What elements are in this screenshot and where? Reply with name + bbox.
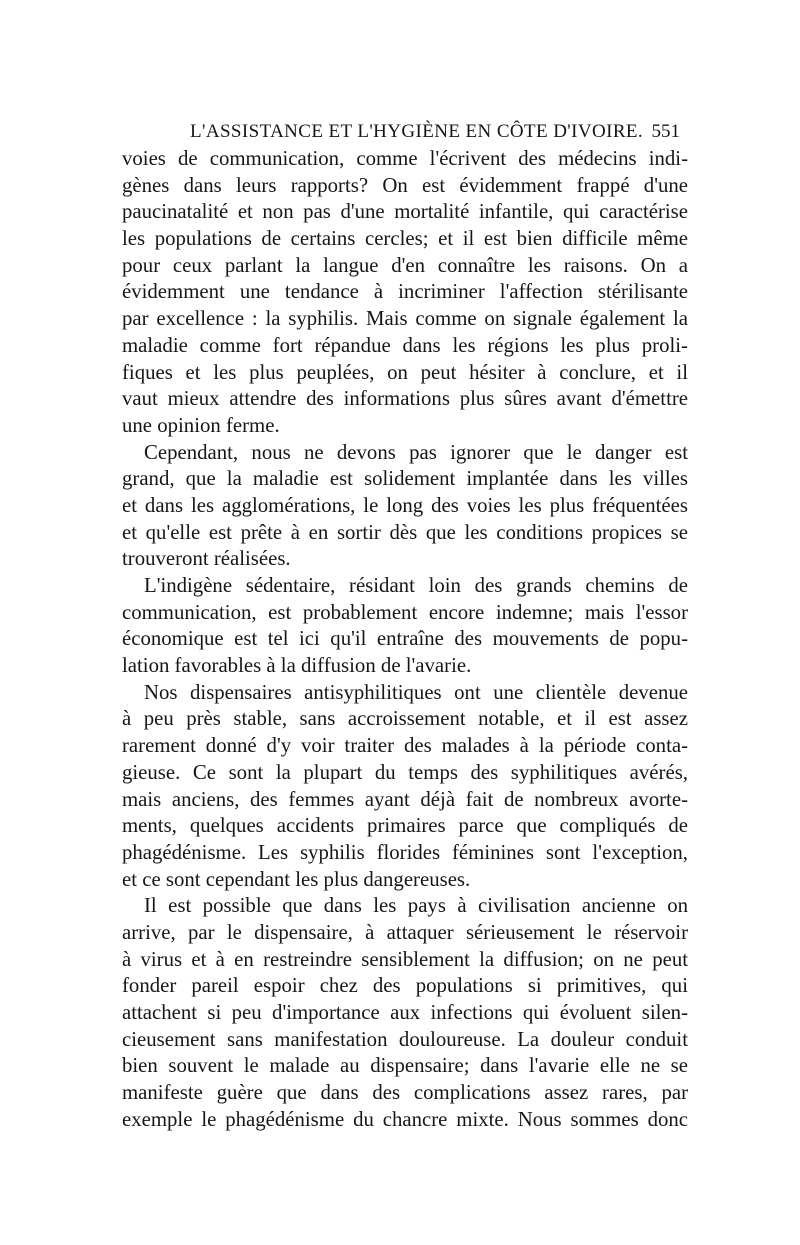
text-line: gènes dans leurs rapports? On est évidemment frappé d'une [122, 173, 688, 197]
text-line: et ce sont cependant les plus dangereuses. [122, 867, 471, 891]
text-line: arrive, par le dispensaire, à attaquer sérieusement le réservoir [122, 920, 688, 944]
text-line: vaut mieux attendre des informations plus sûres avant d'émettre [122, 387, 688, 411]
text-line: grand, que la maladie est solidement implantée dans les villes [122, 467, 688, 491]
text-line: cieusement sans manifestation douloureuse. La douleur conduit [122, 1027, 688, 1051]
body-text [122, 146, 688, 1133]
text-line: ments, quelques accidents primaires parce que compliqués de [122, 814, 688, 838]
text-line: évidemment une tendance à incriminer l'affection stérilisante [122, 280, 688, 304]
text-line: exemple le phagédénisme du chancre mixte. Nous sommes donc [122, 1107, 688, 1131]
text-line: économique est tel ici qu'il entraîne des mouvements de popu- [122, 627, 688, 651]
text-line: les populations de certains cercles; et il est bien difficile même [122, 227, 688, 251]
text-line: paucinatalité et non pas d'une mortalité infantile, qui caractérise [122, 200, 688, 224]
text-line: par excellence : la syphilis. Mais comme on signale également la [122, 307, 688, 331]
text-line: bien souvent le malade au dispensaire; dans l'avarie elle ne se [122, 1054, 688, 1078]
text-line: communication, est probablement encore indemne; mais l'essor [122, 600, 688, 624]
text-line: et dans les agglomérations, le long des voies les plus fréquentées [122, 493, 688, 517]
text-line: Nos dispensaires antisyphilitiques ont une clientèle devenue [144, 680, 688, 704]
text-line: voies de communication, comme l'écrivent des médecins indi- [122, 147, 688, 170]
text-line: maladie comme fort répandue dans les régions les plus proli- [122, 333, 688, 357]
text-line: lation favorables à la diffusion de l'avarie. [122, 654, 472, 678]
running-title: L'ASSISTANCE ET L'HYGIÈNE EN CÔTE D'IVOIRE. [190, 121, 644, 142]
text-line: mais anciens, des femmes ayant déjà fait de nombreux avorte- [122, 787, 688, 811]
text-line: phagédénisme. Les syphilis florides féminines sont l'exception, [122, 840, 688, 864]
text-line: pour ceux parlant la langue d'en connaître les raisons. On a [122, 253, 688, 277]
text-line: trouveront réalisées. [122, 547, 291, 571]
text-line: à virus et à en restreindre sensiblement la diffusion; on ne peut [122, 947, 688, 971]
page-number: 551 [651, 121, 680, 142]
text-line: attachent si peu d'importance aux infections qui évoluent silen- [122, 1001, 688, 1024]
text-line: Cependant, nous ne devons pas ignorer que le danger est [144, 440, 688, 464]
text-line: fiques et les plus peuplées, on peut hésiter à conclure, et il [122, 360, 688, 384]
text-line: fonder pareil espoir chez des populations si primitives, qui [122, 974, 688, 998]
text-line: gieuse. Ce sont la plupart du temps des syphilitiques avérés, [122, 760, 688, 784]
running-head [190, 118, 680, 146]
text-line: et qu'elle est prête à en sortir dès que les conditions propices se [122, 520, 688, 544]
text-line: à peu près stable, sans accroissement notable, et il est assez [122, 707, 688, 731]
text-line: L'indigène sédentaire, résidant loin des grands chemins de [144, 574, 688, 597]
text-line: manifeste guère que dans des complications assez rares, par [122, 1081, 688, 1105]
text-line: rarement donné d'y voir traiter des malades à la période conta- [122, 734, 688, 758]
text-line: une opinion ferme. [122, 413, 280, 437]
text-line: Il est possible que dans les pays à civilisation ancienne on [144, 894, 688, 918]
